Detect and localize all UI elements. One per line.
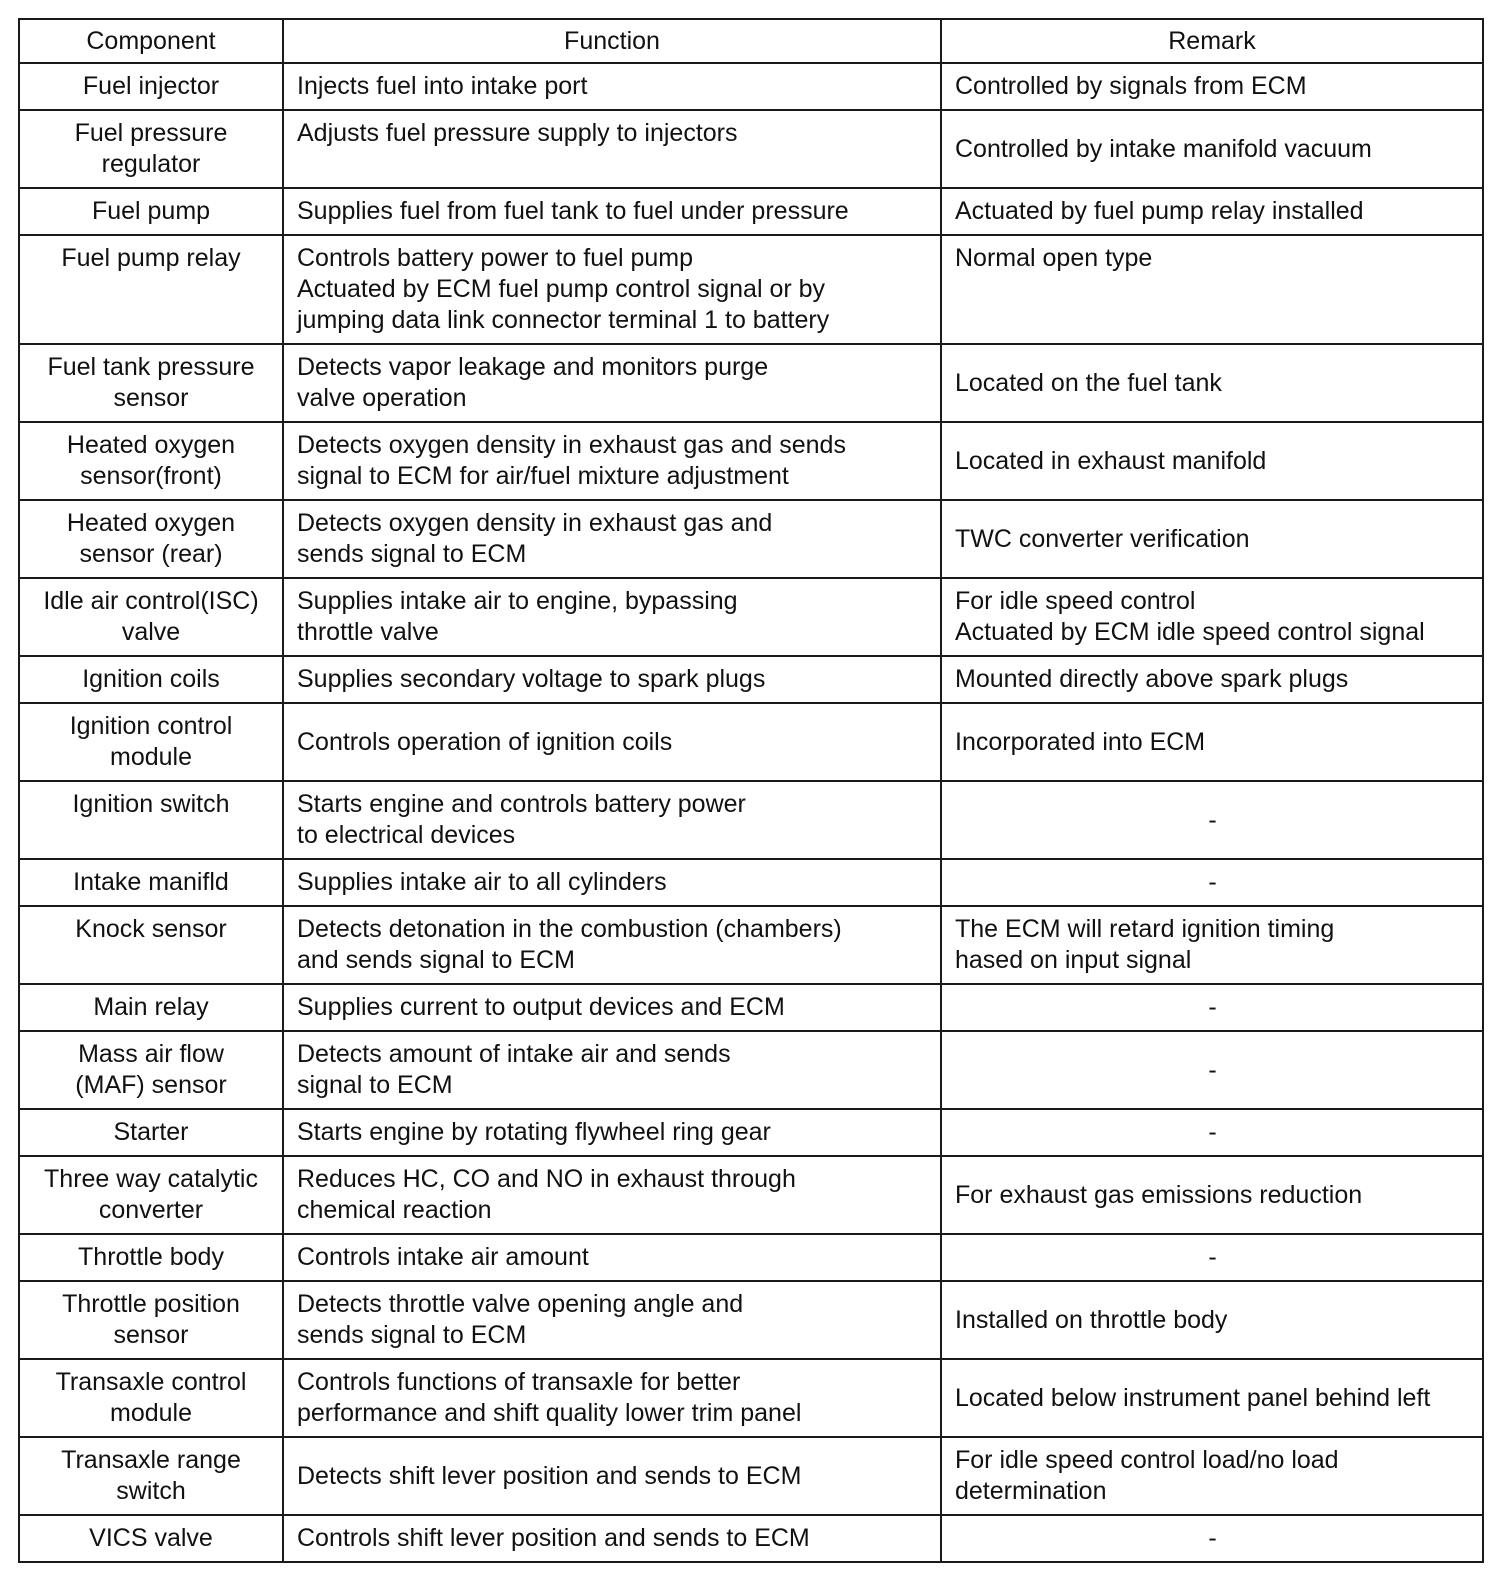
function-cell (283, 1109, 941, 1156)
header-row (19, 19, 1483, 63)
remark-cell (941, 906, 1483, 984)
remark-text: Installed on throttle body (955, 1305, 1228, 1334)
function-text: Injects fuel into intake port (297, 72, 588, 100)
remark-text: The ECM will retard ignition timing (955, 915, 1335, 943)
remark-text: Located in exhaust manifold (955, 446, 1267, 475)
function-text: Detects throttle valve opening angle and (297, 1290, 744, 1318)
component-text: regulator (101, 150, 201, 178)
function-text: Supplies fuel from fuel tank to fuel under pressure (297, 197, 849, 225)
remark-text: Actuated by ECM idle speed control signal (955, 618, 1425, 646)
remark-cell (941, 188, 1483, 235)
component-text: Ignition switch (72, 790, 230, 818)
function-text: to electrical devices (297, 821, 516, 849)
component-text: Mass air flow (78, 1040, 224, 1068)
component-cell (19, 422, 283, 500)
function-cell (283, 1234, 941, 1281)
component-text: Fuel pump (91, 197, 211, 225)
table-row (19, 1437, 1483, 1515)
component-text: Intake manifld (73, 868, 229, 896)
table-row (19, 1109, 1483, 1156)
component-cell (19, 1109, 283, 1156)
table-row (19, 1156, 1483, 1234)
function-text: Controls battery power to fuel pump (297, 244, 694, 272)
function-cell (283, 1359, 941, 1437)
table-row (19, 703, 1483, 781)
component-cell (19, 1234, 283, 1281)
function-text: Detects shift lever position and sends to ECM (297, 1461, 802, 1490)
table-body (19, 63, 1483, 1562)
remark-cell (941, 656, 1483, 703)
table-row (19, 188, 1483, 235)
remark-cell (941, 1515, 1483, 1562)
component-cell (19, 1515, 283, 1562)
remark-cell (941, 1234, 1483, 1281)
function-text: throttle valve (297, 618, 439, 646)
function-text: Detects detonation in the combustion (chambers) (297, 915, 842, 943)
table-row (19, 1515, 1483, 1562)
function-cell (283, 906, 941, 984)
function-text: Adjusts fuel pressure supply to injectors (297, 119, 738, 147)
remark-cell (941, 422, 1483, 500)
component-text: switch (116, 1477, 186, 1505)
table-row (19, 984, 1483, 1031)
remark-text: - (1208, 1118, 1217, 1146)
function-text: performance and shift quality lower trim panel (297, 1399, 802, 1427)
remark-cell (941, 1156, 1483, 1234)
component-cell (19, 781, 283, 859)
function-cell (283, 984, 941, 1031)
remark-text: For idle speed control (955, 587, 1196, 615)
table-row (19, 656, 1483, 703)
remark-cell (941, 984, 1483, 1031)
function-cell (283, 63, 941, 110)
function-text: Detects oxygen density in exhaust gas and sends (297, 431, 846, 459)
remark-text: determination (955, 1477, 1107, 1505)
function-text: sends signal to ECM (297, 540, 527, 568)
table-row (19, 344, 1483, 422)
component-cell (19, 63, 283, 110)
remark-text: Located on the fuel tank (955, 368, 1222, 397)
table-row (19, 500, 1483, 578)
remark-text: Controlled by signals from ECM (955, 72, 1307, 100)
component-text: Ignition control (69, 712, 233, 740)
component-cell (19, 1437, 283, 1515)
function-cell (283, 656, 941, 703)
function-cell (283, 1437, 941, 1515)
component-text: Starter (113, 1118, 189, 1146)
table-row (19, 110, 1483, 188)
function-text: Controls intake air amount (297, 1243, 589, 1271)
table-row (19, 1031, 1483, 1109)
function-cell (283, 578, 941, 656)
component-text: Transaxle control (55, 1368, 247, 1396)
remark-cell (941, 859, 1483, 906)
table-row (19, 578, 1483, 656)
component-text: VICS valve (89, 1524, 213, 1552)
function-text: chemical reaction (297, 1196, 492, 1224)
table-row (19, 1281, 1483, 1359)
component-function-table (18, 18, 1484, 1563)
component-text: valve (121, 618, 181, 646)
component-cell (19, 1156, 283, 1234)
table-row (19, 859, 1483, 906)
component-text: module (110, 743, 192, 771)
component-text: sensor(front) (80, 462, 222, 490)
remark-text: For idle speed control load/no load (955, 1446, 1339, 1474)
table-row (19, 63, 1483, 110)
function-cell (283, 500, 941, 578)
remark-text: - (1208, 868, 1217, 896)
remark-cell (941, 1359, 1483, 1437)
table-row (19, 781, 1483, 859)
component-text: Heated oxygen (66, 509, 236, 537)
table-row (19, 422, 1483, 500)
function-text: Detects oxygen density in exhaust gas and (297, 509, 773, 537)
remark-cell (941, 703, 1483, 781)
function-cell (283, 703, 941, 781)
component-cell (19, 235, 283, 344)
component-cell (19, 344, 283, 422)
component-text: Fuel tank pressure (47, 353, 255, 381)
remark-text: - (1208, 1055, 1217, 1084)
table-row (19, 1359, 1483, 1437)
function-cell (283, 422, 941, 500)
component-text: Fuel pressure (74, 119, 228, 147)
function-text: sends signal to ECM (297, 1321, 527, 1349)
function-text: Starts engine by rotating flywheel ring gear (297, 1118, 771, 1146)
function-text: Controls functions of transaxle for better (297, 1368, 741, 1396)
component-text: Throttle body (78, 1243, 224, 1271)
component-text: sensor (113, 1321, 189, 1349)
component-cell (19, 188, 283, 235)
remark-text: - (1208, 993, 1217, 1021)
remark-text: Incorporated into ECM (955, 727, 1206, 756)
remark-cell (941, 344, 1483, 422)
function-text: jumping data link connector terminal 1 to battery (297, 306, 830, 334)
component-text: Fuel pump relay (61, 244, 241, 272)
function-cell (283, 188, 941, 235)
function-text: Controls shift lever position and sends to ECM (297, 1524, 810, 1552)
function-text: Supplies intake air to engine, bypassing (297, 587, 738, 615)
component-text: Idle air control(ISC) (43, 587, 259, 615)
remark-text: - (1208, 805, 1217, 834)
component-cell (19, 578, 283, 656)
function-text: Controls operation of ignition coils (297, 727, 673, 756)
component-text: Three way catalytic (44, 1165, 258, 1193)
function-text: valve operation (297, 384, 467, 412)
remark-text: For exhaust gas emissions reduction (955, 1180, 1363, 1209)
table-row (19, 1234, 1483, 1281)
remark-cell (941, 1031, 1483, 1109)
remark-text: Actuated by fuel pump relay installed (955, 197, 1364, 225)
component-text: Main relay (93, 993, 209, 1021)
component-text: Ignition coils (82, 665, 220, 693)
table-row (19, 235, 1483, 344)
function-cell (283, 1031, 941, 1109)
component-text: Fuel injector (82, 72, 220, 100)
function-text: Reduces HC, CO and NO in exhaust through (297, 1165, 796, 1193)
component-cell (19, 984, 283, 1031)
component-text: module (110, 1399, 192, 1427)
function-cell (283, 781, 941, 859)
component-cell (19, 656, 283, 703)
component-cell (19, 703, 283, 781)
remark-text: - (1208, 1243, 1217, 1271)
function-cell (283, 1281, 941, 1359)
header-function: Function (283, 19, 941, 63)
function-cell (283, 859, 941, 906)
remark-cell (941, 235, 1483, 344)
remark-cell (941, 110, 1483, 188)
remark-text: Mounted directly above spark plugs (955, 665, 1349, 693)
component-cell (19, 110, 283, 188)
function-cell (283, 344, 941, 422)
remark-cell (941, 1281, 1483, 1359)
remark-cell (941, 578, 1483, 656)
remark-text: hased on input signal (955, 946, 1192, 974)
component-text: sensor (113, 384, 189, 412)
component-text: converter (98, 1196, 204, 1224)
remark-cell (941, 63, 1483, 110)
component-text: Transaxle range (61, 1446, 241, 1474)
component-text: Throttle position (62, 1290, 240, 1318)
function-text: Starts engine and controls battery power (297, 790, 746, 818)
component-cell (19, 859, 283, 906)
function-cell (283, 235, 941, 344)
remark-cell (941, 1437, 1483, 1515)
component-cell (19, 1031, 283, 1109)
function-cell (283, 1515, 941, 1562)
header-component: Component (19, 19, 283, 63)
remark-cell (941, 500, 1483, 578)
remark-text: Normal open type (955, 244, 1153, 272)
component-text: Knock sensor (75, 915, 227, 943)
function-text: Supplies intake air to all cylinders (297, 868, 667, 896)
component-cell (19, 1359, 283, 1437)
component-text: Heated oxygen (66, 431, 236, 459)
function-text: signal to ECM (297, 1071, 453, 1099)
function-text: and sends signal to ECM (297, 946, 575, 974)
function-text: Supplies secondary voltage to spark plugs (297, 665, 766, 693)
component-cell (19, 906, 283, 984)
component-text: sensor (rear) (79, 540, 223, 568)
header-remark: Remark (941, 19, 1483, 63)
function-text: Supplies current to output devices and ECM (297, 993, 785, 1021)
function-cell (283, 1156, 941, 1234)
function-text: signal to ECM for air/fuel mixture adjustment (297, 462, 789, 490)
remark-text: - (1208, 1524, 1217, 1552)
remark-text: Controlled by intake manifold vacuum (955, 134, 1372, 163)
function-cell (283, 110, 941, 188)
remark-cell (941, 781, 1483, 859)
component-cell (19, 1281, 283, 1359)
table-row (19, 906, 1483, 984)
remark-text: Located below instrument panel behind left (955, 1383, 1431, 1412)
remark-text: TWC converter verification (955, 524, 1250, 553)
function-text: Detects amount of intake air and sends (297, 1040, 731, 1068)
remark-cell (941, 1109, 1483, 1156)
function-text: Actuated by ECM fuel pump control signal or by (297, 275, 826, 303)
function-text: Detects vapor leakage and monitors purge (297, 353, 769, 381)
component-cell (19, 500, 283, 578)
component-text: (MAF) sensor (75, 1071, 227, 1099)
